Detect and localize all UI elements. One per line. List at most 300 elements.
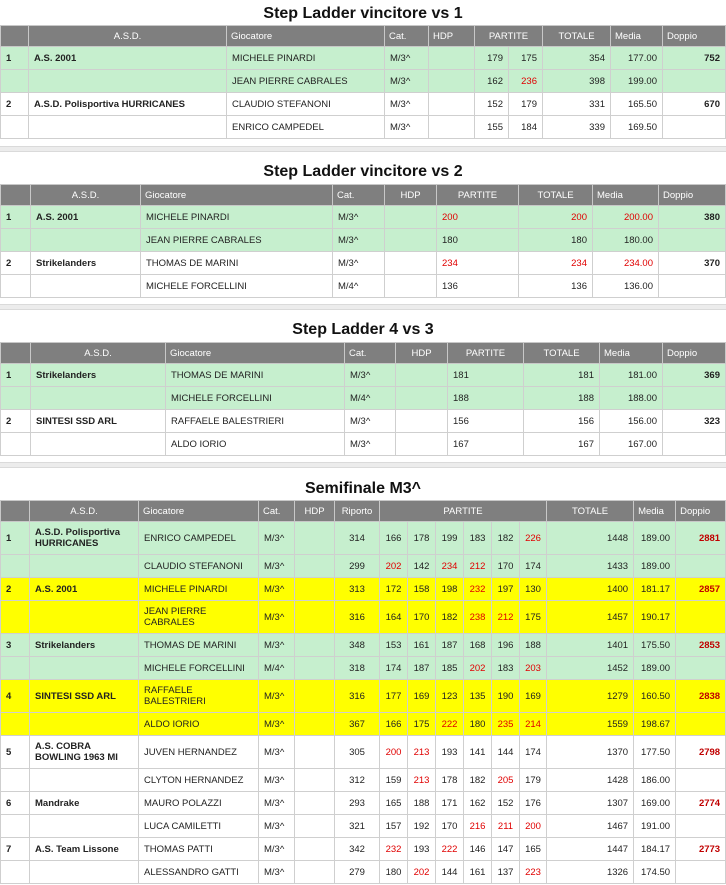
asd-cell: Strikelanders <box>30 634 139 657</box>
header-partite: PARTITE <box>380 501 547 522</box>
game-cell: 222 <box>436 838 464 861</box>
total-cell: 1400 <box>547 578 634 601</box>
game-cell: 226 <box>520 522 547 555</box>
header-player: Giocatore <box>139 501 259 522</box>
game-cell: 164 <box>380 601 408 634</box>
total-cell: 1457 <box>547 601 634 634</box>
asd-cell: SINTESI SSD ARL <box>30 680 139 713</box>
doppio-cell: 2857 <box>676 578 726 601</box>
riporto-cell: 318 <box>335 657 380 680</box>
table-row <box>1 792 726 815</box>
header-cat: Cat. <box>259 501 295 522</box>
hdp-cell <box>295 680 335 713</box>
game-cell: 196 <box>492 634 520 657</box>
section-title: Semifinale M3^ <box>304 480 422 497</box>
results-table <box>0 500 726 884</box>
game-cell: 188 <box>408 792 436 815</box>
hdp-cell <box>295 522 335 555</box>
asd-cell <box>30 713 139 736</box>
game-cell: 181 <box>448 364 524 387</box>
table-header-row <box>1 185 726 206</box>
header-player: Giocatore <box>141 185 333 206</box>
position-cell: 2 <box>1 93 29 116</box>
total-cell: 136 <box>519 275 593 298</box>
media-cell: 136.00 <box>593 275 659 298</box>
hdp-cell <box>396 410 448 433</box>
game-cell: 202 <box>380 555 408 578</box>
table-row <box>1 657 726 680</box>
hdp-cell <box>295 736 335 769</box>
game-cell: 183 <box>492 657 520 680</box>
hdp-cell <box>295 769 335 792</box>
riporto-cell: 305 <box>335 736 380 769</box>
hdp-cell <box>295 861 335 884</box>
hdp-cell <box>396 387 448 410</box>
game-cell: 183 <box>464 522 492 555</box>
doppio-cell <box>676 601 726 634</box>
header-player: Giocatore <box>166 343 345 364</box>
game-cell: 211 <box>492 815 520 838</box>
game-cell: 198 <box>436 578 464 601</box>
player-cell: RAFFAELE BALESTRIERI <box>166 410 345 433</box>
table-row <box>1 364 726 387</box>
total-cell: 180 <box>519 229 593 252</box>
game-cell: 197 <box>492 578 520 601</box>
total-cell: 1326 <box>547 861 634 884</box>
header-media: Media <box>634 501 676 522</box>
position-cell <box>1 815 30 838</box>
player-cell: ENRICO CAMPEDEL <box>227 116 385 139</box>
media-cell: 180.00 <box>593 229 659 252</box>
total-cell: 1279 <box>547 680 634 713</box>
player-cell: MAURO POLAZZI <box>139 792 259 815</box>
cat-cell: M/3^ <box>259 713 295 736</box>
game-cell: 176 <box>520 792 547 815</box>
game-cell: 190 <box>492 680 520 713</box>
hdp-cell <box>295 634 335 657</box>
game-cell: 180 <box>437 229 519 252</box>
game-cell: 214 <box>520 713 547 736</box>
header-player: Giocatore <box>227 26 385 47</box>
cat-cell: M/3^ <box>345 433 396 456</box>
media-cell: 234.00 <box>593 252 659 275</box>
game-cell: 179 <box>509 93 543 116</box>
total-cell: 1447 <box>547 838 634 861</box>
header-hdp: HDP <box>429 26 475 47</box>
game-cell: 188 <box>448 387 524 410</box>
game-cell: 238 <box>464 601 492 634</box>
media-cell: 186.00 <box>634 769 676 792</box>
game-cell: 136 <box>437 275 519 298</box>
header-cat: Cat. <box>385 26 429 47</box>
total-cell: 331 <box>543 93 611 116</box>
game-cell: 161 <box>408 634 436 657</box>
asd-cell <box>31 433 166 456</box>
total-cell: 1307 <box>547 792 634 815</box>
player-cell: RAFFAELE BALESTRIERI <box>139 680 259 713</box>
position-cell <box>1 769 30 792</box>
section-divider <box>0 304 726 310</box>
header-asd: A.S.D. <box>31 343 166 364</box>
asd-cell <box>30 861 139 884</box>
position-cell <box>1 713 30 736</box>
game-cell: 170 <box>436 815 464 838</box>
hdp-cell <box>295 555 335 578</box>
asd-cell <box>29 70 227 93</box>
media-cell: 184.17 <box>634 838 676 861</box>
game-cell: 174 <box>380 657 408 680</box>
total-cell: 398 <box>543 70 611 93</box>
table-row <box>1 578 726 601</box>
doppio-cell: 752 <box>663 47 726 70</box>
table-row <box>1 229 726 252</box>
game-cell: 232 <box>380 838 408 861</box>
riporto-cell: 348 <box>335 634 380 657</box>
position-cell: 4 <box>1 680 30 713</box>
total-cell: 354 <box>543 47 611 70</box>
header-hdp: HDP <box>385 185 437 206</box>
hdp-cell <box>429 47 475 70</box>
riporto-cell: 316 <box>335 680 380 713</box>
position-cell <box>1 70 29 93</box>
cat-cell: M/3^ <box>259 578 295 601</box>
hdp-cell <box>295 792 335 815</box>
asd-cell: Strikelanders <box>31 252 141 275</box>
position-cell: 6 <box>1 792 30 815</box>
doppio-cell: 369 <box>663 364 726 387</box>
player-cell: THOMAS DE MARINI <box>166 364 345 387</box>
header-totale: TOTALE <box>519 185 593 206</box>
hdp-cell <box>385 206 437 229</box>
game-cell: 152 <box>492 792 520 815</box>
hdp-cell <box>295 815 335 838</box>
total-cell: 234 <box>519 252 593 275</box>
cat-cell: M/3^ <box>385 93 429 116</box>
player-cell: MICHELE FORCELLINI <box>139 657 259 680</box>
hdp-cell <box>385 252 437 275</box>
section-title: Step Ladder 4 vs 3 <box>292 321 434 338</box>
hdp-cell <box>429 116 475 139</box>
cat-cell: M/3^ <box>259 601 295 634</box>
game-cell: 161 <box>464 861 492 884</box>
table-row <box>1 680 726 713</box>
header-asd: A.S.D. <box>31 185 141 206</box>
game-cell: 135 <box>464 680 492 713</box>
hdp-cell <box>295 578 335 601</box>
table-header-row <box>1 343 726 364</box>
total-cell: 156 <box>524 410 600 433</box>
game-cell: 202 <box>464 657 492 680</box>
position-cell: 3 <box>1 634 30 657</box>
player-cell: MICHELE PINARDI <box>227 47 385 70</box>
table-row <box>1 433 726 456</box>
riporto-cell: 314 <box>335 522 380 555</box>
position-cell: 1 <box>1 206 31 229</box>
game-cell: 188 <box>520 634 547 657</box>
game-cell: 234 <box>437 252 519 275</box>
cat-cell: M/4^ <box>333 275 385 298</box>
results-table <box>0 184 726 298</box>
riporto-cell: 313 <box>335 578 380 601</box>
game-cell: 200 <box>520 815 547 838</box>
cat-cell: M/3^ <box>259 861 295 884</box>
table-row <box>1 275 726 298</box>
game-cell: 130 <box>520 578 547 601</box>
game-cell: 187 <box>436 634 464 657</box>
game-cell: 158 <box>408 578 436 601</box>
position-cell <box>1 116 29 139</box>
riporto-cell: 312 <box>335 769 380 792</box>
media-cell: 174.50 <box>634 861 676 884</box>
doppio-cell: 2774 <box>676 792 726 815</box>
game-cell: 141 <box>464 736 492 769</box>
game-cell: 157 <box>380 815 408 838</box>
table-row <box>1 769 726 792</box>
game-cell: 162 <box>464 792 492 815</box>
game-cell: 167 <box>448 433 524 456</box>
player-cell: ALESSANDRO GATTI <box>139 861 259 884</box>
media-cell: 189.00 <box>634 555 676 578</box>
doppio-cell: 670 <box>663 93 726 116</box>
table-header-row <box>1 26 726 47</box>
table-row <box>1 116 726 139</box>
total-cell: 1467 <box>547 815 634 838</box>
media-cell: 181.00 <box>600 364 663 387</box>
media-cell: 188.00 <box>600 387 663 410</box>
cat-cell: M/4^ <box>345 387 396 410</box>
riporto-cell: 342 <box>335 838 380 861</box>
game-cell: 166 <box>380 713 408 736</box>
asd-cell <box>31 229 141 252</box>
header-media: Media <box>593 185 659 206</box>
cat-cell: M/4^ <box>259 657 295 680</box>
game-cell: 180 <box>380 861 408 884</box>
total-cell: 1370 <box>547 736 634 769</box>
game-cell: 147 <box>492 838 520 861</box>
game-cell: 168 <box>464 634 492 657</box>
riporto-cell: 299 <box>335 555 380 578</box>
cat-cell: M/3^ <box>259 680 295 713</box>
cat-cell: M/3^ <box>259 838 295 861</box>
position-cell: 1 <box>1 364 31 387</box>
game-cell: 144 <box>436 861 464 884</box>
player-cell: JEAN PIERRE CABRALES <box>139 601 259 634</box>
asd-cell: A.S. Team Lissone <box>30 838 139 861</box>
table-row <box>1 93 726 116</box>
game-cell: 199 <box>436 522 464 555</box>
game-cell: 235 <box>492 713 520 736</box>
table-row <box>1 555 726 578</box>
doppio-cell <box>663 70 726 93</box>
doppio-cell <box>663 387 726 410</box>
hdp-cell <box>396 364 448 387</box>
player-cell: MICHELE FORCELLINI <box>141 275 333 298</box>
game-cell: 144 <box>492 736 520 769</box>
media-cell: 189.00 <box>634 522 676 555</box>
section-title: Step Ladder vincitore vs 1 <box>263 5 463 22</box>
header-doppio: Doppio <box>676 501 726 522</box>
game-cell: 232 <box>464 578 492 601</box>
game-cell: 236 <box>509 70 543 93</box>
asd-cell: A.S. 2001 <box>30 578 139 601</box>
game-cell: 216 <box>464 815 492 838</box>
position-cell <box>1 387 31 410</box>
game-cell: 182 <box>436 601 464 634</box>
doppio-cell <box>676 769 726 792</box>
total-cell: 1452 <box>547 657 634 680</box>
doppio-cell <box>676 815 726 838</box>
cat-cell: M/3^ <box>345 364 396 387</box>
game-cell: 179 <box>475 47 509 70</box>
game-cell: 175 <box>520 601 547 634</box>
header-asd: A.S.D. <box>29 26 227 47</box>
player-cell: ENRICO CAMPEDEL <box>139 522 259 555</box>
media-cell: 160.50 <box>634 680 676 713</box>
doppio-cell <box>663 116 726 139</box>
game-cell: 175 <box>509 47 543 70</box>
asd-cell <box>30 769 139 792</box>
asd-cell <box>29 116 227 139</box>
header-hdp: HDP <box>396 343 448 364</box>
table-row <box>1 387 726 410</box>
game-cell: 165 <box>520 838 547 861</box>
header-doppio: Doppio <box>663 343 726 364</box>
game-cell: 169 <box>520 680 547 713</box>
table-row <box>1 47 726 70</box>
doppio-cell: 2798 <box>676 736 726 769</box>
asd-cell <box>30 555 139 578</box>
game-cell: 123 <box>436 680 464 713</box>
doppio-cell: 2853 <box>676 634 726 657</box>
total-cell: 200 <box>519 206 593 229</box>
doppio-cell: 2773 <box>676 838 726 861</box>
asd-cell: A.S. 2001 <box>31 206 141 229</box>
asd-cell <box>30 601 139 634</box>
cat-cell: M/3^ <box>259 634 295 657</box>
doppio-cell <box>676 861 726 884</box>
game-cell: 179 <box>520 769 547 792</box>
cat-cell: M/3^ <box>333 229 385 252</box>
game-cell: 155 <box>475 116 509 139</box>
position-cell: 5 <box>1 736 30 769</box>
doppio-cell: 370 <box>659 252 726 275</box>
table-header-row <box>1 501 726 522</box>
player-cell: JUVEN HERNANDEZ <box>139 736 259 769</box>
game-cell: 177 <box>380 680 408 713</box>
game-cell: 153 <box>380 634 408 657</box>
position-cell <box>1 861 30 884</box>
doppio-cell: 323 <box>663 410 726 433</box>
player-cell: CLAUDIO STEFANONI <box>227 93 385 116</box>
media-cell: 177.00 <box>611 47 663 70</box>
asd-cell: A.S. 2001 <box>29 47 227 70</box>
cat-cell: M/3^ <box>385 47 429 70</box>
game-cell: 205 <box>492 769 520 792</box>
section-title: Step Ladder vincitore vs 2 <box>263 163 463 180</box>
table-row <box>1 634 726 657</box>
game-cell: 200 <box>437 206 519 229</box>
player-cell: MICHELE PINARDI <box>139 578 259 601</box>
player-cell: THOMAS DE MARINI <box>141 252 333 275</box>
hdp-cell <box>295 601 335 634</box>
doppio-cell <box>676 555 726 578</box>
position-cell <box>1 601 30 634</box>
header-partite: PARTITE <box>475 26 543 47</box>
game-cell: 185 <box>436 657 464 680</box>
game-cell: 234 <box>436 555 464 578</box>
game-cell: 156 <box>448 410 524 433</box>
game-cell: 165 <box>380 792 408 815</box>
game-cell: 182 <box>464 769 492 792</box>
game-cell: 192 <box>408 815 436 838</box>
game-cell: 142 <box>408 555 436 578</box>
cat-cell: M/3^ <box>259 815 295 838</box>
game-cell: 222 <box>436 713 464 736</box>
position-cell: 2 <box>1 410 31 433</box>
cat-cell: M/3^ <box>345 410 396 433</box>
riporto-cell: 321 <box>335 815 380 838</box>
header-media: Media <box>600 343 663 364</box>
asd-cell <box>31 275 141 298</box>
player-cell: MICHELE FORCELLINI <box>166 387 345 410</box>
header-hdp: HDP <box>295 501 335 522</box>
media-cell: 169.50 <box>611 116 663 139</box>
total-cell: 1401 <box>547 634 634 657</box>
header-partite: PARTITE <box>437 185 519 206</box>
game-cell: 170 <box>408 601 436 634</box>
game-cell: 137 <box>492 861 520 884</box>
position-cell: 7 <box>1 838 30 861</box>
player-cell: JEAN PIERRE CABRALES <box>227 70 385 93</box>
section-divider <box>0 146 726 152</box>
player-cell: JEAN PIERRE CABRALES <box>141 229 333 252</box>
table-row <box>1 410 726 433</box>
header-media: Media <box>611 26 663 47</box>
doppio-cell <box>663 433 726 456</box>
header-riporto: Riporto <box>335 501 380 522</box>
total-cell: 181 <box>524 364 600 387</box>
total-cell: 339 <box>543 116 611 139</box>
player-cell: THOMAS PATTI <box>139 838 259 861</box>
game-cell: 159 <box>380 769 408 792</box>
header-doppio: Doppio <box>659 185 726 206</box>
asd-cell: A.S.D. Polisportiva HURRICANES <box>30 522 139 555</box>
position-cell <box>1 275 31 298</box>
game-cell: 171 <box>436 792 464 815</box>
header-partite: PARTITE <box>448 343 524 364</box>
asd-cell: Mandrake <box>30 792 139 815</box>
game-cell: 213 <box>408 736 436 769</box>
total-cell: 1448 <box>547 522 634 555</box>
section-divider <box>0 462 726 468</box>
game-cell: 180 <box>464 713 492 736</box>
total-cell: 1428 <box>547 769 634 792</box>
game-cell: 178 <box>436 769 464 792</box>
header-totale: TOTALE <box>543 26 611 47</box>
game-cell: 200 <box>380 736 408 769</box>
position-cell <box>1 433 31 456</box>
hdp-cell <box>295 657 335 680</box>
game-cell: 212 <box>464 555 492 578</box>
media-cell: 169.00 <box>634 792 676 815</box>
player-cell: LUCA CAMILETTI <box>139 815 259 838</box>
player-cell: ALDO IORIO <box>166 433 345 456</box>
table-row <box>1 713 726 736</box>
media-cell: 165.50 <box>611 93 663 116</box>
cat-cell: M/3^ <box>333 252 385 275</box>
media-cell: 191.00 <box>634 815 676 838</box>
game-cell: 174 <box>520 736 547 769</box>
